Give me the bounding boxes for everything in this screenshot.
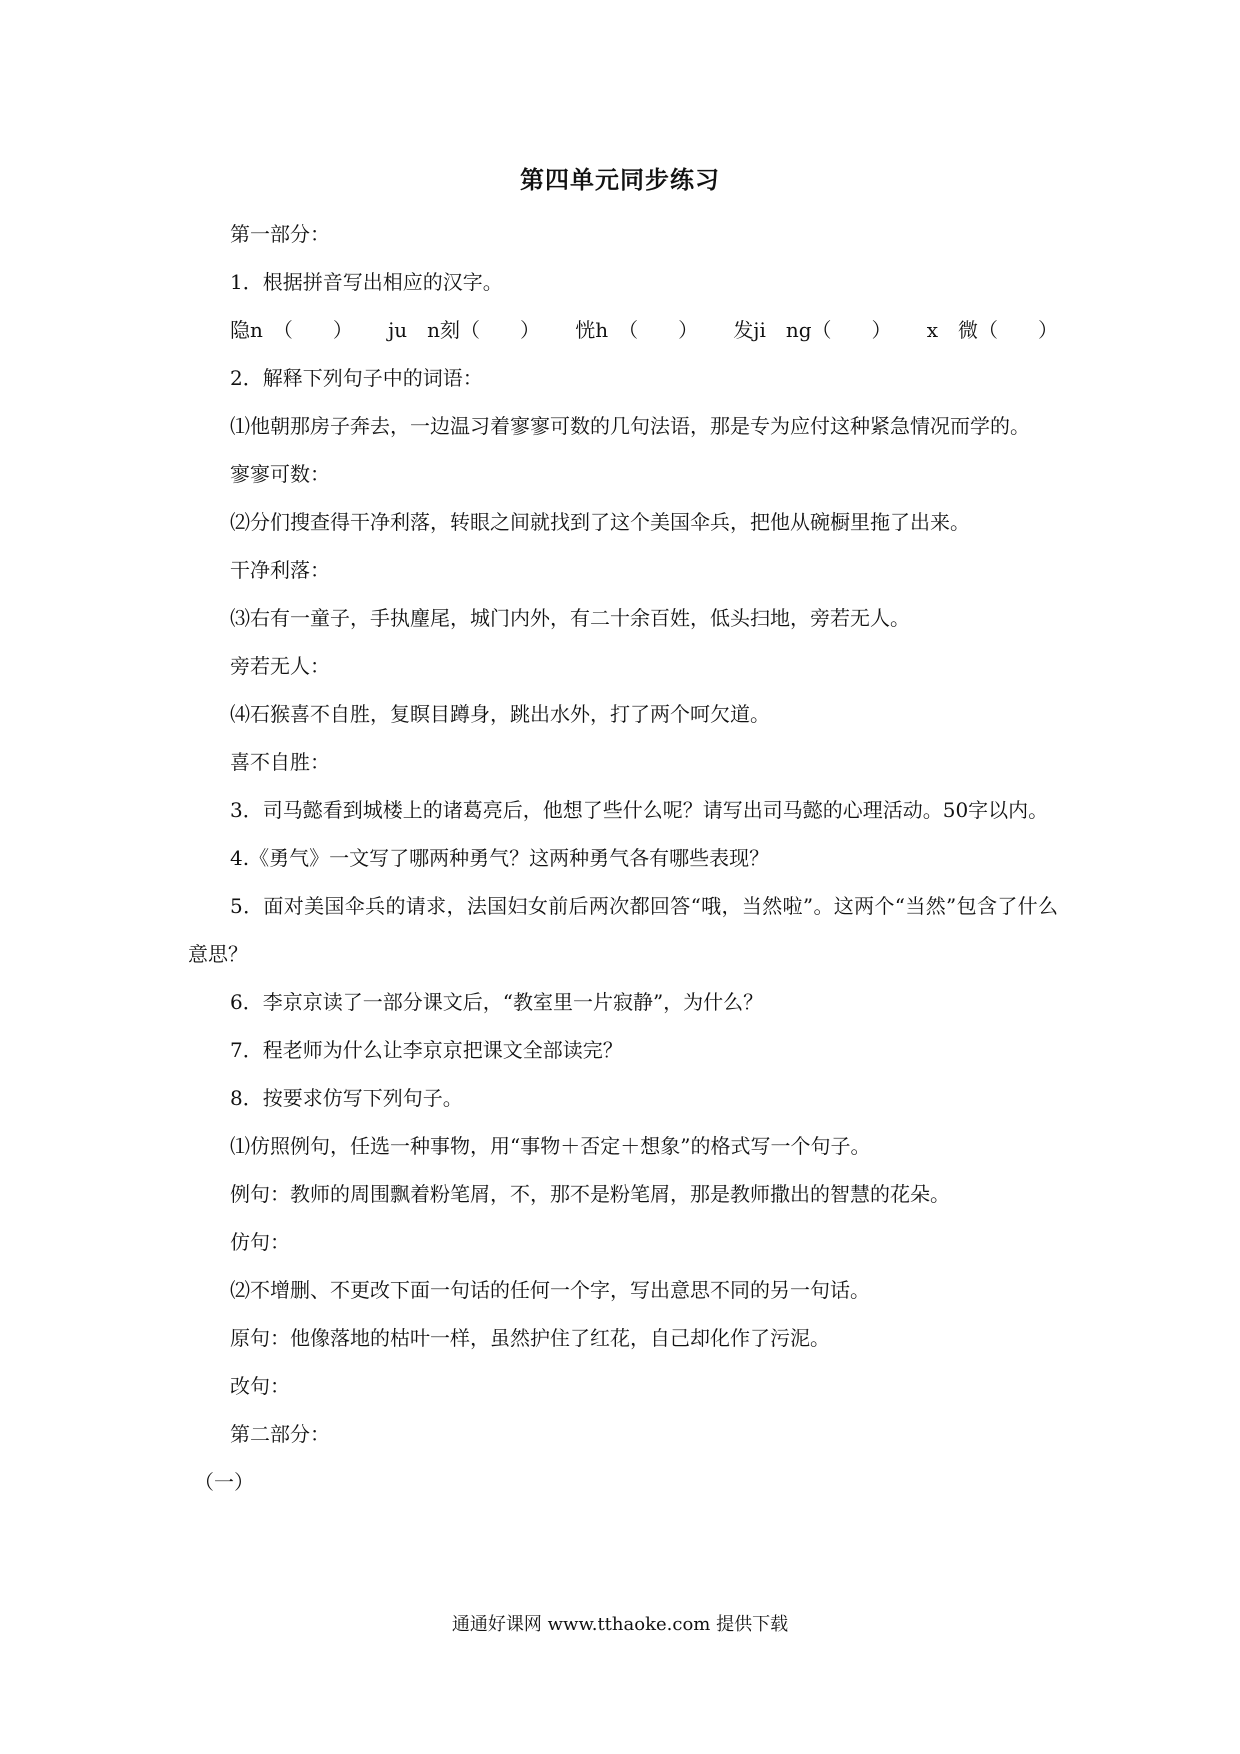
page-title: 第四单元同步练习 (520, 166, 720, 194)
question-8-1-example: 例句：教师的周围飘着粉笔屑，不，那不是粉笔屑，那是教师撒出的智慧的花朵。 (230, 1182, 950, 1206)
question-3: 3．司马懿看到城楼上的诸葛亮后，他想了些什么呢？请写出司马懿的心理活动。50字以内。 (230, 798, 1049, 822)
question-2-1: ⑴他朝那房子奔去，一边温习着寥寥可数的几句法语，那是专为应付这种紧急情况而学的。 (230, 414, 1030, 438)
question-8: 8．按要求仿写下列句子。 (230, 1086, 463, 1110)
question-2-3-term: 旁若无人： (230, 654, 330, 678)
question-8-1-answer: 仿句： (230, 1230, 290, 1254)
question-8-2-original: 原句：他像落地的枯叶一样，虽然护住了红花，自己却化作了污泥。 (230, 1326, 830, 1350)
question-1: 1．根据拼音写出相应的汉字。 (230, 270, 503, 294)
page-footer: 通通好课网 www.tthaoke.com 提供下载 (451, 1614, 789, 1635)
document-body (188, 210, 1058, 1506)
question-5: 5．面对美国伞兵的请求，法国妇女前后两次都回答“哦，当然啦”。这两个“当然”包含了什么意思？ (188, 894, 1058, 966)
section-heading-1: 第一部分： (230, 222, 330, 246)
question-2: 2．解释下列句子中的词语： (230, 366, 483, 390)
pinyin-item: 恍h （ ） (575, 318, 699, 342)
pinyin-item: 发ji ng（ ） (733, 318, 892, 342)
question-8-1: ⑴仿照例句，任选一种事物，用“事物＋否定＋想象”的格式写一个句子。 (230, 1134, 871, 1158)
question-2-4-term: 喜不自胜： (230, 750, 330, 774)
pinyin-item: x 微（ ） (926, 318, 1058, 342)
question-8-2: ⑵不增删、不更改下面一句话的任何一个字，写出意思不同的另一句话。 (230, 1278, 870, 1302)
question-8-2-answer: 改句： (230, 1374, 290, 1398)
pinyin-row (188, 306, 1058, 354)
section-2-subheading: （一） (194, 1470, 254, 1494)
question-2-2: ⑵分们搜查得干净利落，转眼之间就找到了这个美国伞兵，把他从碗橱里拖了出来。 (230, 510, 970, 534)
question-2-1-term: 寥寥可数： (230, 462, 330, 486)
question-6: 6．李京京读了一部分课文后，“教室里一片寂静”，为什么？ (230, 990, 764, 1014)
question-7: 7．程老师为什么让李京京把课文全部读完？ (230, 1038, 623, 1062)
question-4: 4.《勇气》一文写了哪两种勇气？这两种勇气各有哪些表现？ (230, 846, 770, 870)
pinyin-item: ju n刻（ ） (388, 318, 541, 342)
pinyin-item: 隐n （ ） (230, 318, 353, 342)
question-2-4: ⑷石猴喜不自胜，复瞑目蹲身，跳出水外，打了两个呵欠道。 (230, 702, 770, 726)
question-2-3: ⑶右有一童子，手执麈尾，城门内外，有二十余百姓，低头扫地，旁若无人。 (230, 606, 910, 630)
section-heading-2: 第二部分： (230, 1422, 330, 1446)
question-2-2-term: 干净利落： (230, 558, 330, 582)
